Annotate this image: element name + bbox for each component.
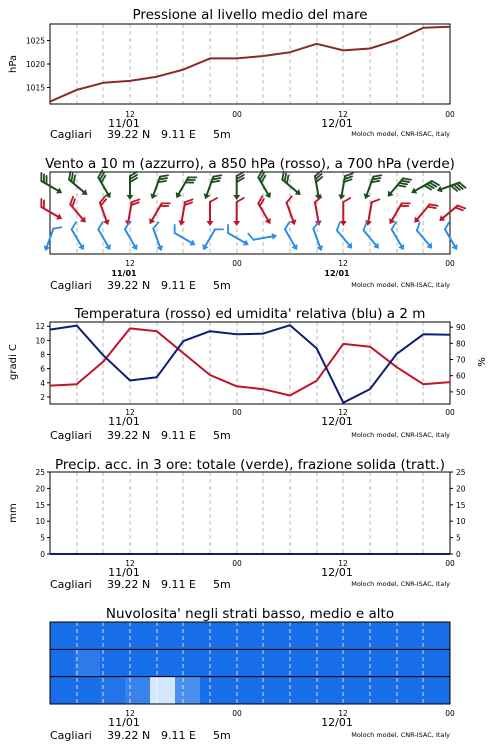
wind-date-1: 11/01 bbox=[111, 269, 137, 278]
clouds-title: Nuvolosita' negli strati basso, medio e alto bbox=[105, 606, 395, 622]
wind-barb-head bbox=[340, 221, 347, 226]
pressure-ylabel: hPa bbox=[8, 54, 19, 74]
wind-barb-850-hpa bbox=[412, 199, 438, 227]
pressure-loc-elev: 5m bbox=[213, 128, 231, 141]
wind-barb-head bbox=[207, 221, 214, 226]
temp-footer bbox=[50, 408, 455, 442]
clouds-credit: Moloch model, CNR-ISAC, Italy bbox=[351, 731, 450, 739]
wind-barb-10-m bbox=[200, 224, 223, 253]
temp-xtick-2: 00 bbox=[232, 408, 242, 417]
cloud-cell-basso bbox=[150, 677, 175, 705]
cloud-cell-medio bbox=[100, 649, 125, 677]
humidity-y2tick-label: 90 bbox=[456, 323, 466, 333]
pressure-xtick-1: 12 bbox=[125, 110, 135, 119]
precip-y2tick-label: 20 bbox=[456, 484, 466, 494]
wind-barb-head bbox=[78, 244, 87, 252]
wind-barb-shaft bbox=[228, 233, 245, 243]
wind-barb-700-hpa bbox=[362, 172, 381, 202]
cloud-cell-basso bbox=[100, 677, 125, 705]
wind-barb-feather bbox=[225, 225, 232, 233]
wind-barb-head bbox=[398, 244, 407, 252]
precip-loc-elev: 5m bbox=[213, 578, 231, 591]
wind-barb-850-hpa bbox=[253, 196, 276, 225]
wind-barb-head bbox=[233, 195, 240, 200]
pressure-loc-lon: 9.11 E bbox=[161, 128, 196, 141]
wind-barb-10-m bbox=[309, 222, 328, 252]
cloud-cell-basso bbox=[175, 677, 200, 705]
cloud-cell-alto bbox=[325, 622, 350, 650]
wind-barb-700-hpa bbox=[337, 172, 352, 201]
temp-xtick-3: 12 bbox=[338, 408, 348, 417]
cloud-cell-basso bbox=[300, 677, 325, 705]
humidity-line bbox=[50, 325, 450, 403]
temp-loc-lon: 9.11 E bbox=[161, 429, 196, 442]
wind-barb-700-hpa bbox=[253, 170, 276, 199]
wind-barb-head bbox=[409, 187, 417, 196]
precip-date-1: 11/01 bbox=[108, 566, 140, 579]
precip-frame bbox=[50, 472, 450, 554]
pressure-xtick-4: 00 bbox=[445, 110, 455, 119]
wind-xtick-4: 00 bbox=[445, 259, 455, 268]
wind-barb-10-m bbox=[412, 223, 438, 251]
pressure-loc-lat: 39.22 N bbox=[107, 128, 151, 141]
panel-clouds bbox=[50, 606, 455, 742]
precip-y2tick-label: 0 bbox=[456, 550, 461, 559]
wind-barb-head bbox=[149, 193, 157, 200]
cloud-cell-medio bbox=[350, 649, 375, 677]
precip-credit: Moloch model, CNR-ISAC, Italy bbox=[351, 580, 450, 588]
precip-ytick-label: 10 bbox=[35, 517, 45, 527]
clouds-loc-name: Cagliari bbox=[50, 729, 92, 742]
wind-barb-head bbox=[233, 221, 240, 226]
pressure-xtick-2: 00 bbox=[232, 110, 242, 119]
wind-barb-feather bbox=[312, 222, 320, 228]
wind-loc-elev: 5m bbox=[213, 279, 231, 292]
cloud-cell-basso bbox=[50, 677, 75, 705]
cloud-cell-basso bbox=[225, 677, 250, 705]
pressure-xtick-3: 12 bbox=[338, 110, 348, 119]
cloud-cell-medio bbox=[300, 649, 325, 677]
wind-barb-850-hpa bbox=[233, 198, 244, 226]
cloud-cell-medio bbox=[325, 649, 350, 677]
cloud-cell-basso bbox=[75, 677, 100, 705]
cloud-cell-alto bbox=[50, 622, 75, 650]
precip-y2tick-label: 25 bbox=[456, 468, 466, 477]
wind-barb-10-m bbox=[223, 225, 252, 248]
clouds-xtick-3: 12 bbox=[338, 709, 348, 718]
wind-barb-850-hpa bbox=[177, 198, 192, 227]
wind-barb-10-m bbox=[440, 222, 463, 251]
precip-date-2: 12/01 bbox=[321, 566, 353, 579]
cloud-cell-basso bbox=[400, 677, 425, 705]
wind-barb-700-hpa bbox=[93, 170, 116, 199]
temp-ytick-label: 10 bbox=[35, 336, 45, 346]
panel-precip bbox=[8, 457, 466, 591]
pressure-ytick-label: 1020 bbox=[25, 60, 45, 69]
cloud-cell-medio bbox=[175, 649, 200, 677]
temp-date-1: 11/01 bbox=[108, 415, 140, 428]
pressure-ytick-label: 1015 bbox=[25, 83, 45, 93]
wind-barb-head bbox=[177, 220, 185, 226]
wind-barb-feather bbox=[372, 198, 380, 203]
wind-barb-700-hpa bbox=[436, 178, 466, 197]
precip-ylabel: mm bbox=[8, 503, 19, 523]
wind-barb-feather bbox=[53, 225, 61, 231]
wind-barb-shaft bbox=[287, 203, 294, 222]
cloud-cell-medio bbox=[75, 649, 100, 677]
wind-barb-head bbox=[127, 195, 134, 200]
cloud-cell-medio bbox=[125, 649, 150, 677]
cloud-cell-basso bbox=[275, 677, 300, 705]
precip-footer bbox=[50, 559, 455, 591]
wind-barb-feather bbox=[414, 223, 422, 231]
temp-loc-lat: 39.22 N bbox=[107, 429, 151, 442]
precip-loc-lon: 9.11 E bbox=[161, 578, 196, 591]
wind-barb-700-hpa bbox=[173, 172, 196, 201]
wind-barb-850-hpa bbox=[65, 197, 91, 225]
wind-barb-850-hpa bbox=[36, 199, 65, 222]
wind-barb-shaft bbox=[315, 202, 318, 222]
wind-barb-head bbox=[105, 244, 114, 252]
wind-barb-850-hpa bbox=[124, 198, 139, 227]
wind-frame bbox=[50, 172, 450, 254]
temp-xtick-1: 12 bbox=[125, 408, 135, 417]
precip-loc-name: Cagliari bbox=[50, 578, 92, 591]
cloud-cell-alto bbox=[300, 622, 325, 650]
wind-barb-850-hpa bbox=[282, 196, 301, 226]
precip-ytick-label: 0 bbox=[40, 550, 45, 559]
wind-barb-700-hpa bbox=[149, 172, 168, 202]
cloud-cell-basso bbox=[350, 677, 375, 705]
wind-barb-head bbox=[265, 192, 274, 200]
clouds-loc-lon: 9.11 E bbox=[161, 729, 196, 742]
wind-barb-700-hpa bbox=[385, 173, 411, 201]
wind-barb-feather bbox=[285, 196, 293, 202]
wind-barb-head bbox=[243, 239, 251, 248]
cloud-cell-basso bbox=[200, 677, 225, 705]
precip-ytick-label: 15 bbox=[35, 500, 45, 510]
humidity-y2tick-label: 60 bbox=[456, 371, 466, 381]
wind-barb-head bbox=[265, 218, 274, 226]
temp-credit: Moloch model, CNR-ISAC, Italy bbox=[351, 431, 450, 439]
wind-barb-feather bbox=[237, 198, 244, 202]
wind-barb-head bbox=[42, 245, 50, 252]
wind-barb-700-hpa bbox=[277, 172, 305, 198]
pressure-footer bbox=[50, 110, 455, 141]
wind-barb-10-m bbox=[358, 223, 384, 251]
pressure-ytick-label: 1025 bbox=[25, 36, 45, 46]
panel-wind bbox=[36, 156, 465, 292]
precip-xtick-1: 12 bbox=[125, 559, 135, 568]
panel-temp-humidity bbox=[8, 306, 488, 442]
precip-title: Precip. acc. in 3 ore: totale (verde), frazione solida (tratt.) bbox=[55, 457, 445, 473]
clouds-xtick-2: 00 bbox=[232, 709, 242, 718]
wind-credit: Moloch model, CNR-ISAC, Italy bbox=[351, 281, 450, 289]
wind-loc-lon: 9.11 E bbox=[161, 279, 196, 292]
wind-barb-head bbox=[290, 219, 298, 226]
cloud-cell-basso bbox=[325, 677, 350, 705]
cloud-cell-alto bbox=[400, 622, 425, 650]
precip-loc-lat: 39.22 N bbox=[107, 578, 151, 591]
pressure-credit: Moloch model, CNR-ISAC, Italy bbox=[351, 130, 450, 138]
wind-barb-head bbox=[56, 213, 64, 222]
wind-title: Vento a 10 m (azzurro), a 850 hPa (rosso), a 700 hPa (verde) bbox=[45, 156, 455, 172]
cloud-cell-alto bbox=[275, 622, 300, 650]
wind-barb-head bbox=[189, 239, 197, 248]
precip-ytick-label: 5 bbox=[40, 533, 45, 543]
wind-barb-head bbox=[291, 244, 300, 252]
wind-barb-700-hpa bbox=[36, 173, 65, 196]
cloud-cell-alto bbox=[125, 622, 150, 650]
wind-barb-700-hpa bbox=[202, 172, 221, 202]
pressure-date-1: 11/01 bbox=[108, 117, 140, 130]
wind-barb-feather bbox=[171, 225, 178, 233]
cloud-cell-alto bbox=[200, 622, 225, 650]
pressure-line bbox=[50, 27, 450, 102]
cloud-cell-basso bbox=[425, 677, 450, 705]
temp-loc-name: Cagliari bbox=[50, 429, 92, 442]
clouds-date-1: 11/01 bbox=[108, 716, 140, 729]
precip-xtick-4: 00 bbox=[445, 559, 455, 568]
pressure-loc-name: Cagliari bbox=[50, 128, 92, 141]
cloud-cell-alto bbox=[175, 622, 200, 650]
temp-loc-elev: 5m bbox=[213, 429, 231, 442]
clouds-footer bbox=[50, 709, 455, 742]
cloud-cell-medio bbox=[425, 649, 450, 677]
wind-barb-700-hpa bbox=[127, 172, 138, 200]
cloud-cell-alto bbox=[350, 622, 375, 650]
wind-barb-shaft bbox=[175, 233, 192, 243]
wind-xtick-2: 00 bbox=[232, 259, 242, 268]
precip-ytick-label: 20 bbox=[35, 484, 45, 494]
wind-date-2: 12/01 bbox=[324, 269, 350, 278]
cloud-cell-medio bbox=[200, 649, 225, 677]
wind-barb-feather bbox=[248, 233, 253, 241]
wind-barb-10-m bbox=[93, 222, 116, 251]
cloud-cell-alto bbox=[150, 622, 175, 650]
wind-barb-head bbox=[173, 192, 182, 200]
wind-barb-850-hpa bbox=[340, 198, 351, 226]
humidity-ylabel: % bbox=[477, 357, 488, 367]
cloud-cell-alto bbox=[75, 622, 100, 650]
clouds-loc-lat: 39.22 N bbox=[107, 729, 151, 742]
temp-ytick-label: 4 bbox=[40, 378, 45, 388]
wind-barb-head bbox=[337, 194, 345, 200]
wind-barb-700-hpa bbox=[311, 171, 326, 200]
cloud-cell-medio bbox=[225, 649, 250, 677]
wind-barb-10-m bbox=[332, 223, 358, 251]
wind-barb-head bbox=[362, 193, 370, 200]
precip-xtick-3: 12 bbox=[338, 559, 348, 568]
pressure-frame bbox=[50, 24, 450, 104]
precip-xtick-2: 00 bbox=[232, 559, 242, 568]
cloud-cell-medio bbox=[275, 649, 300, 677]
humidity-y2tick-label: 80 bbox=[456, 339, 466, 349]
wind-barb-850-hpa bbox=[207, 198, 218, 226]
wind-barb-head bbox=[147, 218, 156, 226]
wind-barb-feather bbox=[210, 198, 217, 202]
humidity-y2tick-label: 70 bbox=[456, 355, 466, 365]
wind-barb-head bbox=[131, 244, 140, 252]
temp-ylabel: gradi C bbox=[8, 344, 19, 380]
clouds-loc-elev: 5m bbox=[213, 729, 231, 742]
wind-footer bbox=[50, 259, 455, 292]
temp-date-2: 12/01 bbox=[321, 415, 353, 428]
wind-barb-head bbox=[103, 219, 111, 226]
pressure-date-2: 12/01 bbox=[321, 117, 353, 130]
wind-barb-10-m bbox=[120, 222, 143, 251]
precip-ytick-label: 25 bbox=[35, 468, 45, 477]
wind-barb-700-hpa bbox=[64, 172, 92, 198]
temp-ytick-label: 6 bbox=[40, 364, 45, 374]
wind-barb-head bbox=[202, 193, 210, 200]
wind-barb-700-hpa bbox=[409, 176, 438, 199]
clouds-date-2: 12/01 bbox=[321, 716, 353, 729]
wind-barb-head bbox=[56, 187, 64, 196]
cloud-cell-medio bbox=[400, 649, 425, 677]
clouds-xtick-1: 12 bbox=[125, 709, 135, 718]
wind-barb-10-m bbox=[169, 225, 198, 248]
wind-barb-700-hpa bbox=[233, 172, 244, 200]
wind-barb-head bbox=[272, 232, 278, 240]
wind-barb-feather bbox=[343, 198, 350, 202]
wind-barb-850-hpa bbox=[387, 198, 410, 227]
wind-barb-head bbox=[200, 244, 209, 252]
wind-barb-850-hpa bbox=[95, 196, 114, 226]
panel-pressure bbox=[8, 7, 455, 141]
wind-barb-10-m bbox=[42, 224, 61, 254]
wind-barb-10-m bbox=[67, 222, 90, 251]
cloud-cell-alto bbox=[100, 622, 125, 650]
precip-y2tick-label: 15 bbox=[456, 500, 466, 510]
cloud-cell-alto bbox=[225, 622, 250, 650]
wind-loc-lat: 39.22 N bbox=[107, 279, 151, 292]
wind-xtick-1: 12 bbox=[125, 259, 135, 268]
wind-barb-head bbox=[451, 244, 460, 252]
temp-xtick-4: 00 bbox=[445, 408, 455, 417]
wind-barb-10-m bbox=[387, 222, 410, 251]
wind-barb-850-hpa bbox=[437, 200, 465, 226]
wind-barb-feather bbox=[215, 226, 223, 233]
wind-barb-head bbox=[156, 245, 164, 252]
wind-barb-shaft bbox=[368, 202, 371, 222]
precip-y2tick-label: 10 bbox=[456, 517, 466, 527]
wind-barb-head bbox=[316, 245, 324, 252]
wind-loc-name: Cagliari bbox=[50, 279, 92, 292]
cloud-cell-medio bbox=[150, 649, 175, 677]
temp-title: Temperatura (rosso) ed umidita' relativa (blu) a 2 m bbox=[74, 306, 426, 322]
temp-ytick-label: 8 bbox=[40, 350, 45, 360]
pressure-title: Pressione al livello medio del mare bbox=[132, 7, 368, 23]
wind-barb-10-m bbox=[149, 222, 168, 252]
temp-ytick-label: 2 bbox=[40, 392, 45, 402]
wind-barb-10-m bbox=[280, 222, 303, 251]
temp-ytick-label: 12 bbox=[35, 322, 45, 332]
humidity-y2tick-label: 50 bbox=[456, 387, 466, 397]
wind-barb-feather bbox=[152, 222, 160, 228]
wind-barb-feather bbox=[334, 223, 342, 231]
clouds-xtick-4: 00 bbox=[445, 709, 455, 718]
cloud-cell-alto bbox=[425, 622, 450, 650]
wind-xtick-3: 12 bbox=[338, 259, 348, 268]
precip-y2tick-label: 5 bbox=[456, 533, 461, 543]
cloud-cell-basso bbox=[125, 677, 150, 705]
cloud-cell-medio bbox=[50, 649, 75, 677]
